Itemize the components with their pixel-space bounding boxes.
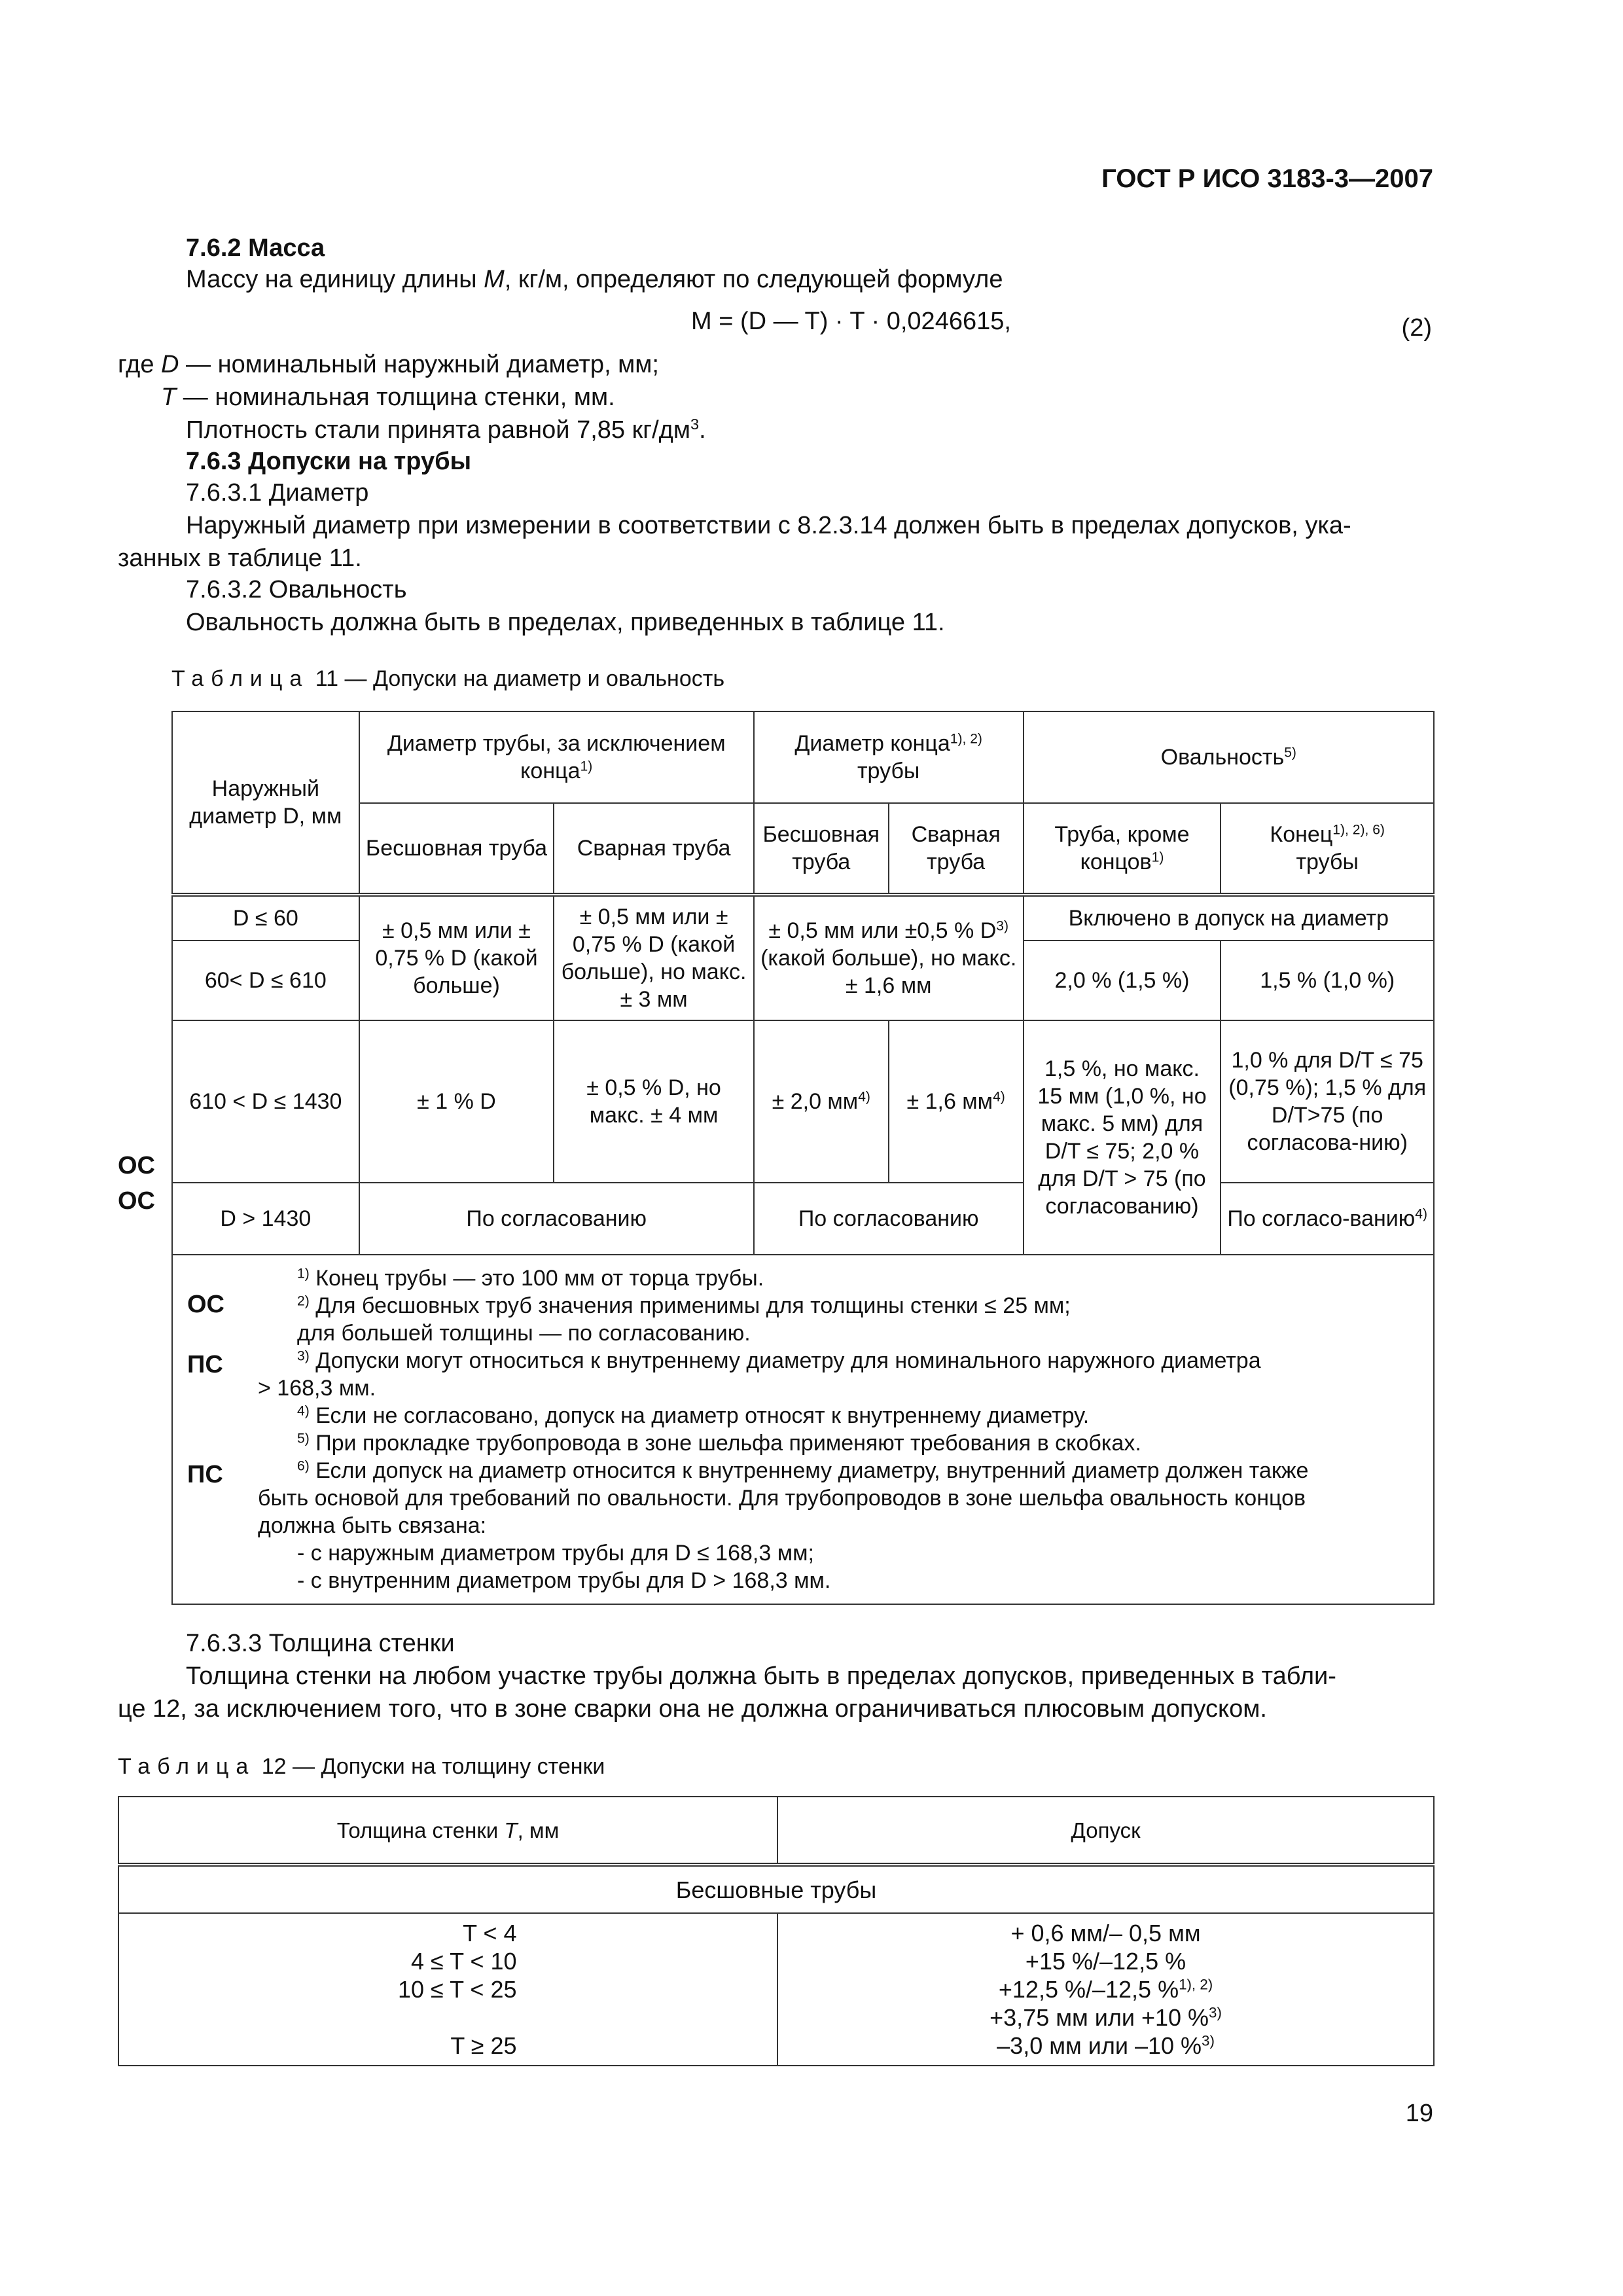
row-d-610-1430: 610 < D ≤ 1430 (172, 1020, 359, 1183)
header-seamless: Бесшовная труба (359, 803, 554, 895)
header-pipe-diameter: Диаметр трубы, за исключением конца$^{1)}$ (359, 711, 754, 803)
note-line: > 168,3 мм. (258, 1376, 376, 1401)
tolerance-value: –3,0 мм или –10 %$^{3)}$ (997, 2032, 1215, 2059)
thickness-column (118, 1913, 777, 2066)
cell-ovality-2a: 2,0 % (1,5 %) (1024, 941, 1221, 1020)
cell-pipe-end-4: По согласо-ванию$^{4)}$ (1221, 1183, 1434, 1255)
where-d: где D — номинальный наружный диаметр, мм; (118, 351, 659, 378)
note-line: $^{4)}$ Если не согласовано, допуск на диаметр относят к внутреннему диаметру. (297, 1403, 1090, 1428)
document-header: ГОСТ Р ИСО 3183-3—2007 (1101, 164, 1433, 193)
tolerance-value: +12,5 %/–12,5 %$^{1), 2)}$ (998, 1976, 1213, 2003)
where-t: T — номинальная толщина стенки, мм. (161, 384, 615, 411)
header-seamless-end: Бесшовная труба (754, 803, 889, 895)
cell-end-4: По согласованию (754, 1183, 1024, 1255)
marker-oc-3: ОС (187, 1291, 224, 1318)
row-d-gt-1430: D > 1430 (172, 1183, 359, 1255)
row-d-le-60: D ≤ 60 (172, 895, 359, 941)
thickness-value: 4 ≤ T < 10 (410, 1948, 517, 1975)
note-line: - с внутренним диаметром трубы для D > 168,3 мм. (297, 1568, 831, 1593)
cell-seamless-1: ± 0,5 мм или ± 0,75 % D (какой больше) (359, 895, 554, 1020)
wall-thickness-text-2: це 12, за исключением того, что в зоне сварки она не должна ограничиваться плюсовым допуском. (118, 1695, 1267, 1723)
header-pipe-end: Конец$^{1), 2), 6)}$ трубы (1221, 803, 1434, 895)
thickness-value: T < 4 (463, 1920, 517, 1946)
cell-end-seamless-3: ± 2,0 $мм^{4)}$ (754, 1020, 889, 1183)
table11-notes (172, 1255, 1434, 1604)
section-title-7-6-2: 7.6.2 Масса (186, 234, 325, 262)
subsection-wall-thickness: 7.6.3.3 Толщина стенки (186, 1630, 455, 1657)
diameter-text-1: Наружный диаметр при измерении в соответствии с 8.2.3.14 должен быть в пределах допусков, ука- (186, 512, 1351, 539)
header-ovality: Овальность$^{5)}$ (1024, 711, 1434, 803)
cell-welded-1: ± 0,5 мм или ± 0,75 % D (какой больше), но макс. ± 3 мм (554, 895, 754, 1020)
tolerance-value: +15 %/–12,5 % (1025, 1948, 1186, 1975)
header-welded: Сварная труба (554, 803, 754, 895)
note-line: быть основой для требований по овальности. Для трубопроводов в зоне шельфа овальность концов (258, 1486, 1306, 1511)
header-tolerance: Допуск (777, 1797, 1434, 1865)
header-thickness: Толщина стенки T, мм (118, 1797, 777, 1865)
section-title-7-6-3: 7.6.3 Допуски на трубы (186, 448, 472, 475)
ovality-text: Овальность должна быть в пределах, приведенных в таблице 11. (186, 609, 945, 636)
header-end-diameter: Диаметр конца$^{1), 2)}$ трубы (754, 711, 1024, 803)
note-line: - с наружным диаметром трубы для D ≤ 168,3 мм; (297, 1541, 814, 1566)
mass-intro: Массу на единицу длины M, кг/м, определяют по следующей формуле (186, 266, 1003, 293)
cell-end-1: ± 0,5 мм или ±0,5 % $D^{3)}$ (какой больше), но макс. ± 1,6 мм (754, 895, 1024, 1020)
note-line: $^{6)}$ Если допуск на диаметр относится к внутреннему диаметру, внутренний диаметр должен также (297, 1458, 1309, 1483)
thickness-value (380, 2003, 517, 2032)
header-outer-diameter: Наружный диаметр D, мм (172, 711, 359, 895)
subsection-ovality: 7.6.3.2 Овальность (186, 576, 407, 603)
note-line: для большей толщины — по согласованию. (297, 1321, 751, 1346)
note-line: $^{2)}$ Для бесшовных труб значения применимы для толщины стенки ≤ 25 мм; (297, 1293, 1071, 1318)
note-line: $^{3)}$ Допуски могут относиться к внутреннему диаметру для номинального наружного диаметра (297, 1348, 1261, 1373)
formula-number: (2) (1401, 314, 1432, 342)
thickness-value: T ≥ 25 (450, 2032, 517, 2059)
formula: M = (D — T) · T · 0,0246615, (691, 308, 1011, 335)
tolerance-value: +3,75 мм или +10 %$^{3)}$ (990, 2004, 1222, 2031)
note-line: $^{1)}$ Конец трубы — это 100 мм от торца трубы. (297, 1266, 764, 1291)
subsection-diameter: 7.6.3.1 Диаметр (186, 479, 369, 507)
tolerance-column (777, 1913, 1434, 2066)
table12-caption: Таблица 12 — Допуски на толщину стенки (118, 1754, 605, 1779)
note-line: $^{5)}$ При прокладке трубопровода в зоне шельфа применяют требования в скобках. (297, 1431, 1141, 1456)
header-welded-end: Сварная труба (889, 803, 1024, 895)
wall-thickness-text-1: Толщина стенки на любом участке трубы должна быть в пределах допусков, приведенных в табли- (186, 1662, 1336, 1690)
cell-pipe-end-3: 1,0 % для D/T ≤ 75 (0,75 %); 1,5 % для D/T>75 (по согласова-нию) (1221, 1020, 1434, 1183)
cell-welded-3: ± 0,5 % D, но макс. ± 4 мм (554, 1020, 754, 1183)
table-11 (171, 711, 1435, 1605)
marker-pc-2: ПС (187, 1461, 223, 1488)
thickness-value: 10 ≤ T < 25 (397, 1976, 517, 2003)
cell-ovality-2b: 1,5 % (1,0 %) (1221, 941, 1434, 1020)
cell-ovality-1: Включено в допуск на диаметр (1024, 895, 1434, 941)
table-12 (118, 1796, 1435, 2066)
cell-end-welded-3: ± 1,6 $мм^{4)}$ (889, 1020, 1024, 1183)
diameter-text-2: занных в таблице 11. (118, 545, 362, 572)
density-text: Плотность стали принята равной 7,85 $кг/дм^3$. (186, 416, 706, 444)
tolerance-value: + 0,6 мм/– 0,5 мм (1010, 1920, 1201, 1946)
page-number: 19 (1405, 2100, 1433, 2127)
cell-pipe-4: По согласованию (359, 1183, 754, 1255)
table11-caption: Таблица 11 — Допуски на диаметр и овальность (171, 666, 725, 691)
group-seamless: Бесшовные трубы (118, 1865, 1434, 1913)
row-d-60-610: 60< D ≤ 610 (172, 941, 359, 1020)
cell-ovality-34: 1,5 %, но макс. 15 мм (1,0 %, но макс. 5 мм) для D/T ≤ 75; 2,0 % для D/T > 75 (по согласованию) (1024, 1020, 1221, 1255)
notes-list (258, 1265, 1418, 1594)
marker-oc-1: ОС (118, 1152, 155, 1179)
cell-seamless-3: ± 1 % D (359, 1020, 554, 1183)
header-pipe-except-ends: Труба, кроме концов$^{1)}$ (1024, 803, 1221, 895)
marker-pc-1: ПС (187, 1351, 223, 1378)
note-line: должна быть связана: (258, 1513, 487, 1538)
marker-oc-2: ОС (118, 1187, 155, 1215)
